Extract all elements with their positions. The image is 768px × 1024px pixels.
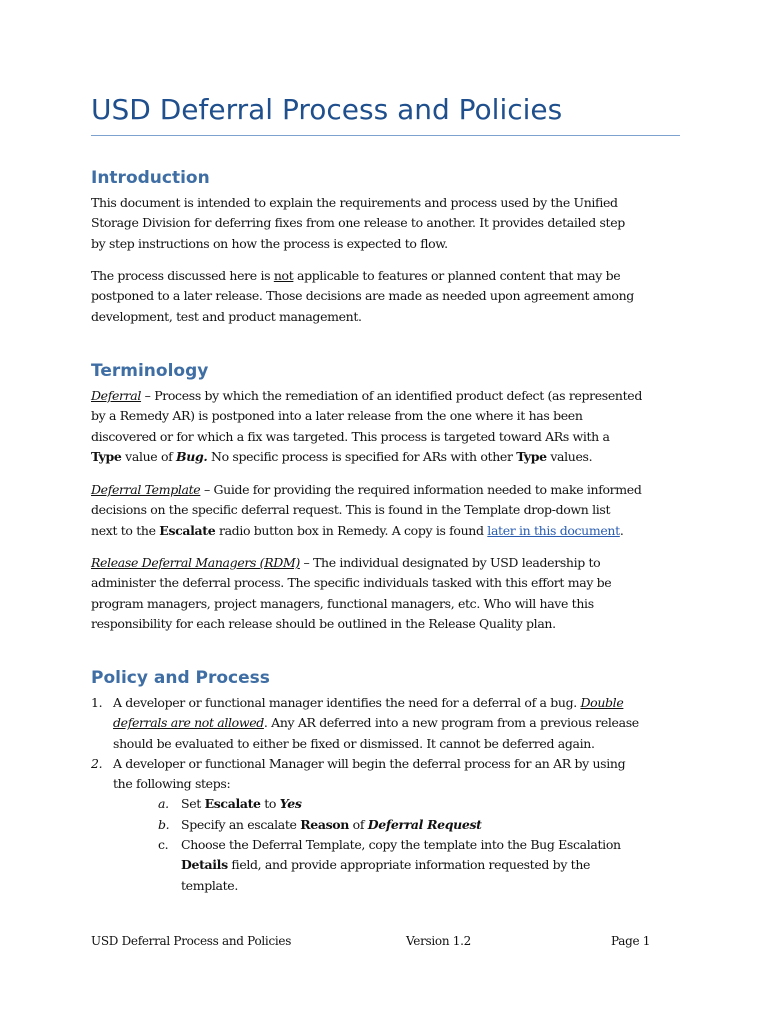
- sub-list-marker: b.: [158, 816, 170, 832]
- list-item: [91, 693, 691, 754]
- text-line: [113, 713, 691, 733]
- text-line: discovered or for which a fix was targeted. This process is targeted toward ARs with a: [91, 428, 610, 444]
- text-span: of: [349, 816, 368, 832]
- text-span: – Process by which the remediation of an identified product defect (as represented: [141, 388, 642, 403]
- text-line: Storage Division for deferring fixes from one release to another. It provides detailed step: [91, 215, 625, 231]
- text-line: postponed to a later release. Those decisions are made as needed upon agreement among: [91, 288, 634, 304]
- text-span: .: [619, 522, 624, 538]
- bold-text: Details: [181, 857, 228, 873]
- footer-doc-title: USD Deferral Process and Policies: [91, 934, 292, 948]
- text-span: radio button box in Remedy. A copy is found: [215, 522, 488, 538]
- text-line: decisions on the specific deferral request. This is found in the Template drop-down list: [91, 502, 611, 518]
- text-line: responsibility for each release should be outlined in the Release Quality plan.: [91, 615, 556, 631]
- bold-text: Type: [91, 448, 122, 464]
- sub-list-item: [91, 835, 691, 896]
- text-line: [113, 693, 691, 713]
- text-span: next to the: [91, 522, 160, 538]
- text-span: Set: [181, 796, 205, 812]
- text-line: [91, 386, 686, 406]
- text-line: [91, 521, 686, 541]
- sub-list-marker: a.: [158, 796, 169, 812]
- bold-text: Escalate: [204, 796, 261, 812]
- list-item: [91, 754, 691, 795]
- term-deferral: [91, 386, 686, 467]
- list-marker: 2.: [91, 755, 103, 771]
- text-line: development, test and product management.: [91, 308, 362, 324]
- text-line: should be evaluated to either be fixed or dismissed. It cannot be deferred again.: [113, 735, 595, 751]
- text-span: The process discussed here is: [91, 268, 274, 283]
- text-span: Specify an escalate: [181, 816, 301, 832]
- term-release-deferral-managers: [91, 553, 686, 634]
- intro-paragraph-2: [91, 266, 686, 327]
- text-line: template.: [181, 877, 238, 893]
- text-line: by a Remedy AR) is postponed into a later release from the one where it has been: [91, 408, 583, 424]
- text-line: Choose the Deferral Template, copy the template into the Bug Escalation: [181, 837, 621, 853]
- emphasis-text: deferrals are not allowed: [113, 715, 264, 731]
- term-deferral-template: [91, 480, 686, 541]
- list-marker: 1.: [91, 695, 103, 710]
- text-span: values.: [546, 448, 593, 464]
- bold-italic-text: Deferral Request: [367, 816, 482, 832]
- later-in-document-link[interactable]: later in this document: [487, 522, 620, 538]
- text-line: This document is intended to explain the requirements and process used by the Unified: [91, 195, 618, 210]
- term-name: Deferral Template: [91, 482, 201, 497]
- text-span: – The individual designated by USD leadership to: [299, 555, 601, 570]
- sub-list-item: [91, 815, 691, 835]
- text-span: value of: [121, 448, 177, 464]
- policy-list: [91, 693, 691, 896]
- text-line: [91, 480, 686, 500]
- text-span: No specific process is specified for ARs with other: [207, 448, 517, 464]
- text-span: A developer or functional manager identifies the need for a deferral of a bug.: [113, 695, 581, 710]
- heading-terminology: Terminology: [91, 361, 209, 381]
- text-line: [91, 447, 686, 467]
- heading-policy-and-process: Policy and Process: [91, 668, 270, 688]
- bold-text: Escalate: [159, 522, 216, 538]
- text-span: field, and provide appropriate information requested by the: [227, 857, 591, 873]
- document-title: USD Deferral Process and Policies: [91, 93, 563, 126]
- title-underline-rule: [91, 135, 680, 136]
- text-line: [91, 553, 686, 573]
- text-line: by step instructions on how the process is expected to flow.: [91, 235, 448, 251]
- footer-version: Version 1.2: [406, 934, 471, 948]
- bold-italic-text: Bug.: [176, 448, 208, 464]
- intro-paragraph-1: [91, 193, 686, 254]
- bold-text: Type: [516, 448, 547, 464]
- term-name: Deferral: [91, 388, 142, 403]
- sub-list-item: [91, 794, 691, 814]
- underlined-word-not: not: [273, 268, 294, 283]
- text-span: to: [260, 796, 280, 812]
- text-span: – Guide for providing the required information needed to make informed: [200, 482, 642, 497]
- text-line: [181, 855, 691, 875]
- term-name: Release Deferral Managers (RDM): [91, 555, 300, 570]
- text-line: A developer or functional Manager will begin the deferral process for an AR by using: [113, 755, 626, 771]
- heading-introduction: Introduction: [91, 168, 210, 188]
- sub-list-marker: c.: [158, 837, 169, 853]
- text-line: the following steps:: [113, 776, 231, 792]
- bold-text: Reason: [300, 816, 350, 832]
- text-line: administer the deferral process. The specific individuals tasked with this effort may be: [91, 575, 612, 591]
- text-line: [181, 794, 691, 814]
- text-line: program managers, project managers, functional managers, etc. Who will have this: [91, 595, 594, 611]
- text-line: [181, 815, 691, 835]
- bold-italic-text: Yes: [279, 796, 302, 812]
- emphasis-text: Double: [580, 695, 624, 710]
- footer-page-number: Page 1: [611, 934, 651, 948]
- text-span: . Any AR deferred into a new program from a previous release: [263, 715, 639, 731]
- text-line: [91, 266, 686, 286]
- text-span: applicable to features or planned content that may be: [293, 268, 621, 283]
